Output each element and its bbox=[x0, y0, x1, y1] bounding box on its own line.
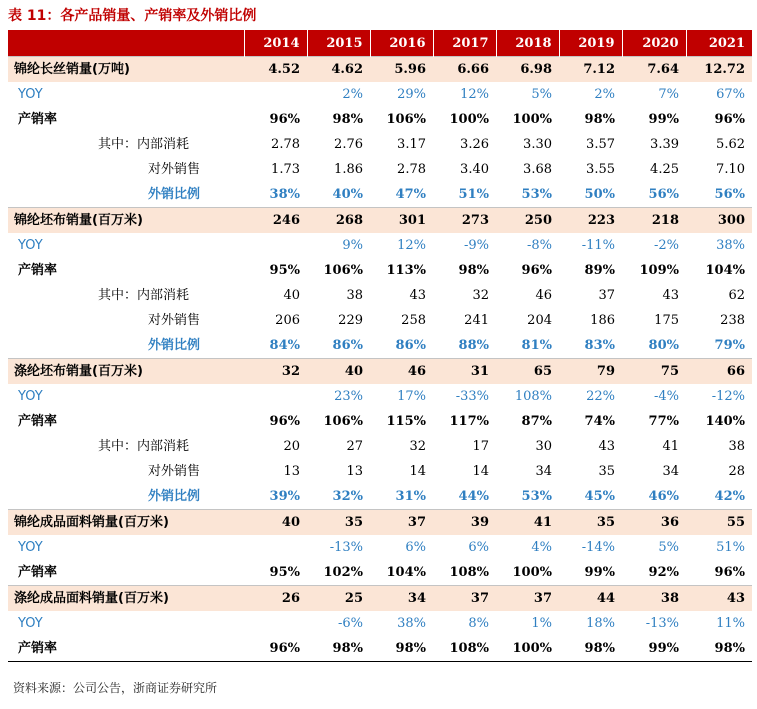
table-cell: 86% bbox=[395, 338, 426, 353]
table-cell: 204 bbox=[527, 313, 552, 328]
table-cell: 218 bbox=[622, 208, 686, 234]
table-cell: 44% bbox=[458, 489, 489, 504]
table-row-rate bbox=[8, 107, 752, 132]
table-row-yoy bbox=[8, 611, 752, 636]
table-cell: 18% bbox=[586, 616, 615, 631]
row-label: 产销率 bbox=[18, 414, 58, 429]
table-cell: 38% bbox=[397, 616, 426, 631]
table-cell: 56% bbox=[714, 187, 745, 202]
table-cell: 88% bbox=[458, 338, 489, 353]
table-cell: 7.64 bbox=[622, 57, 686, 83]
table-cell: 32% bbox=[332, 489, 363, 504]
table-cell: -2% bbox=[653, 238, 679, 253]
table-cell: 67% bbox=[716, 87, 745, 102]
table-cell: 4.52 bbox=[244, 57, 307, 83]
row-label: 其中：内部消耗 bbox=[98, 137, 190, 152]
table-cell: 95% bbox=[269, 565, 300, 580]
table-cell: 51% bbox=[716, 540, 745, 555]
table-cell: 3.40 bbox=[460, 162, 489, 177]
table-cell: -13% bbox=[645, 616, 679, 631]
table-cell: 3.68 bbox=[523, 162, 552, 177]
table-cell: 106% bbox=[323, 263, 363, 278]
table-cell: 223 bbox=[559, 208, 622, 234]
table-cell: 62 bbox=[728, 288, 745, 303]
table-row-yoy bbox=[8, 384, 752, 409]
table-cell: 77% bbox=[648, 414, 679, 429]
table-cell: 46 bbox=[370, 359, 433, 385]
table-row-section bbox=[8, 57, 752, 83]
table-cell: 14 bbox=[409, 464, 426, 479]
header-row bbox=[8, 31, 752, 57]
table-row-export bbox=[8, 333, 752, 359]
table-row-section bbox=[8, 586, 752, 612]
row-label: 外销比例 bbox=[148, 489, 201, 504]
table-cell: 26 bbox=[244, 586, 307, 612]
table-cell: 38 bbox=[728, 439, 745, 454]
row-label: 对外销售 bbox=[148, 464, 201, 479]
row-label: 产销率 bbox=[8, 636, 244, 662]
table-cell: 46 bbox=[535, 288, 552, 303]
table-cell: 22% bbox=[586, 389, 615, 404]
table-cell: 20 bbox=[283, 439, 300, 454]
row-label: YOY bbox=[18, 389, 43, 404]
table-cell: 99% bbox=[584, 565, 615, 580]
table-cell: 37 bbox=[496, 586, 559, 612]
row-label: 锦纶成品面料销量(百万米) bbox=[8, 510, 244, 536]
table-row-external bbox=[8, 308, 752, 333]
table-cell: 28 bbox=[728, 464, 745, 479]
table-row-yoy bbox=[8, 535, 752, 560]
table-cell: 46% bbox=[648, 489, 679, 504]
table-cell: 104% bbox=[705, 263, 745, 278]
table-cell: 84% bbox=[269, 338, 300, 353]
table-body bbox=[8, 57, 752, 662]
table-row-rate bbox=[8, 560, 752, 586]
table-row-rate bbox=[8, 636, 752, 662]
table-cell: -33% bbox=[455, 389, 489, 404]
table-cell: 108% bbox=[514, 389, 552, 404]
table-cell: 25 bbox=[307, 586, 370, 612]
table-cell: 37 bbox=[433, 586, 496, 612]
table-cell: 41 bbox=[496, 510, 559, 536]
table-cell: 7.12 bbox=[559, 57, 622, 83]
table-cell: 55 bbox=[686, 510, 752, 536]
table-cell: 104% bbox=[386, 565, 426, 580]
table-cell: 140% bbox=[705, 414, 745, 429]
table-cell: 1.86 bbox=[334, 162, 363, 177]
table-cell: 250 bbox=[496, 208, 559, 234]
table-cell: 100% bbox=[512, 112, 552, 127]
table-cell: 32 bbox=[472, 288, 489, 303]
table-cell: 65 bbox=[496, 359, 559, 385]
table-cell: 5% bbox=[658, 540, 679, 555]
table-cell: 12.72 bbox=[686, 57, 752, 83]
table-cell: 98% bbox=[458, 263, 489, 278]
table-cell: 40 bbox=[244, 510, 307, 536]
table-cell: 95% bbox=[269, 263, 300, 278]
row-label: 涤纶成品面料销量(百万米) bbox=[8, 586, 244, 612]
table-cell: -4% bbox=[653, 389, 679, 404]
table-cell: -13% bbox=[329, 540, 363, 555]
table-cell: 35 bbox=[598, 464, 615, 479]
table-cell: 3.30 bbox=[523, 137, 552, 152]
table-cell: 2.78 bbox=[397, 162, 426, 177]
table-cell: 81% bbox=[521, 338, 552, 353]
table-cell: 3.55 bbox=[586, 162, 615, 177]
table-cell: 30 bbox=[535, 439, 552, 454]
table-cell: 34 bbox=[370, 586, 433, 612]
table-cell: 92% bbox=[648, 565, 679, 580]
table-cell: 300 bbox=[686, 208, 752, 234]
table-cell: 79 bbox=[559, 359, 622, 385]
table-cell: 14 bbox=[472, 464, 489, 479]
table-cell: 12% bbox=[397, 238, 426, 253]
table-cell: 1% bbox=[531, 616, 552, 631]
table-cell: 79% bbox=[714, 338, 745, 353]
table-cell: -11% bbox=[581, 238, 615, 253]
table-cell: 6.66 bbox=[433, 57, 496, 83]
table-cell: 31% bbox=[395, 489, 426, 504]
table-cell: 3.26 bbox=[460, 137, 489, 152]
row-label: 其中：内部消耗 bbox=[98, 288, 190, 303]
table-cell: 32 bbox=[244, 359, 307, 385]
row-label: YOY bbox=[18, 616, 43, 631]
table-cell: 241 bbox=[464, 313, 489, 328]
row-label: 锦纶长丝销量(万吨) bbox=[8, 57, 244, 83]
row-label: 锦纶坯布销量(百万米) bbox=[8, 208, 244, 234]
table-cell: 31 bbox=[433, 359, 496, 385]
table-cell: -14% bbox=[581, 540, 615, 555]
table-cell: 2% bbox=[594, 87, 615, 102]
table-cell: 39 bbox=[433, 510, 496, 536]
table-cell: 5.96 bbox=[370, 57, 433, 83]
table-cell: 35 bbox=[559, 510, 622, 536]
table-cell: 42% bbox=[714, 489, 745, 504]
row-label: 对外销售 bbox=[148, 313, 201, 328]
table-cell: 206 bbox=[275, 313, 300, 328]
table-cell: 4.62 bbox=[307, 57, 370, 83]
table-cell: -12% bbox=[711, 389, 745, 404]
table-cell: 89% bbox=[584, 263, 615, 278]
row-label: 外销比例 bbox=[148, 187, 201, 202]
table-cell: 100% bbox=[496, 636, 559, 662]
table-cell: 86% bbox=[332, 338, 363, 353]
table-cell: 238 bbox=[720, 313, 745, 328]
table-cell: -9% bbox=[463, 238, 489, 253]
table-cell: 246 bbox=[244, 208, 307, 234]
table-row-section bbox=[8, 359, 752, 385]
table-row-internal bbox=[8, 434, 752, 459]
table-cell: 2% bbox=[342, 87, 363, 102]
table-cell: 100% bbox=[449, 112, 489, 127]
table-cell: 17 bbox=[472, 439, 489, 454]
table-cell: 175 bbox=[654, 313, 679, 328]
table-row-external bbox=[8, 157, 752, 182]
year-header: 2017 bbox=[433, 31, 496, 57]
table-cell: 100% bbox=[512, 565, 552, 580]
table-cell: 96% bbox=[521, 263, 552, 278]
row-label: 对外销售 bbox=[148, 162, 201, 177]
table-cell: 96% bbox=[714, 565, 745, 580]
table-cell: 6.98 bbox=[496, 57, 559, 83]
table-cell: 35 bbox=[307, 510, 370, 536]
year-header: 2019 bbox=[559, 31, 622, 57]
sales-table bbox=[8, 30, 752, 662]
table-cell: 98% bbox=[307, 636, 370, 662]
table-cell: 27 bbox=[346, 439, 363, 454]
table-cell: 13 bbox=[283, 464, 300, 479]
table-cell bbox=[244, 82, 307, 107]
table-cell: 3.57 bbox=[586, 137, 615, 152]
header-label-cell bbox=[8, 31, 244, 57]
table-cell: 113% bbox=[386, 263, 426, 278]
table-cell: 47% bbox=[395, 187, 426, 202]
table-cell: 34 bbox=[662, 464, 679, 479]
row-label: YOY bbox=[18, 87, 43, 102]
table-cell: 66 bbox=[686, 359, 752, 385]
table-cell: 98% bbox=[686, 636, 752, 662]
row-label: 产销率 bbox=[18, 565, 58, 580]
year-header: 2021 bbox=[686, 31, 752, 57]
table-cell: 5% bbox=[531, 87, 552, 102]
table-cell: 99% bbox=[648, 112, 679, 127]
table-cell: 109% bbox=[639, 263, 679, 278]
table-cell: 53% bbox=[521, 187, 552, 202]
table-cell: 6% bbox=[468, 540, 489, 555]
table-row-yoy bbox=[8, 82, 752, 107]
table-row-external bbox=[8, 459, 752, 484]
table-cell: 273 bbox=[433, 208, 496, 234]
row-label: 涤纶坯布销量(百万米) bbox=[8, 359, 244, 385]
table-cell: 8% bbox=[468, 616, 489, 631]
table-cell: 83% bbox=[584, 338, 615, 353]
table-cell: 115% bbox=[386, 414, 426, 429]
table-cell: 1.73 bbox=[271, 162, 300, 177]
year-header: 2018 bbox=[496, 31, 559, 57]
table-cell: 38 bbox=[622, 586, 686, 612]
table-cell: 36 bbox=[622, 510, 686, 536]
table-cell: 102% bbox=[323, 565, 363, 580]
table-cell: 5.62 bbox=[716, 137, 745, 152]
table-cell: 99% bbox=[622, 636, 686, 662]
table-cell: 4% bbox=[531, 540, 552, 555]
table-cell: 32 bbox=[409, 439, 426, 454]
table-cell: 17% bbox=[397, 389, 426, 404]
table-cell: 106% bbox=[386, 112, 426, 127]
table-row-rate bbox=[8, 409, 752, 434]
table-cell: 98% bbox=[559, 636, 622, 662]
row-label: YOY bbox=[18, 238, 43, 253]
table-cell: -8% bbox=[526, 238, 552, 253]
year-header: 2014 bbox=[244, 31, 307, 57]
table-cell: 6% bbox=[405, 540, 426, 555]
table-cell: 2.78 bbox=[271, 137, 300, 152]
table-cell bbox=[244, 611, 307, 636]
table-cell: 29% bbox=[397, 87, 426, 102]
row-label: 产销率 bbox=[18, 112, 58, 127]
table-cell: 9% bbox=[342, 238, 363, 253]
table-cell: 108% bbox=[433, 636, 496, 662]
table-cell: 98% bbox=[332, 112, 363, 127]
table-cell: 96% bbox=[714, 112, 745, 127]
table-cell: 96% bbox=[269, 112, 300, 127]
table-cell: 186 bbox=[590, 313, 615, 328]
table-cell: 258 bbox=[401, 313, 426, 328]
table-title: 表 11：各产品销量、产销率及外销比例 bbox=[8, 8, 257, 24]
row-label: YOY bbox=[18, 540, 43, 555]
table-cell bbox=[244, 384, 307, 409]
table-cell: 34 bbox=[535, 464, 552, 479]
row-label: 产销率 bbox=[18, 263, 58, 278]
table-cell: 45% bbox=[584, 489, 615, 504]
table-cell: 3.39 bbox=[650, 137, 679, 152]
table-cell: 301 bbox=[370, 208, 433, 234]
table-row-rate bbox=[8, 258, 752, 283]
table-cell: 11% bbox=[716, 616, 745, 631]
table-cell: 98% bbox=[584, 112, 615, 127]
table-cell: 43 bbox=[409, 288, 426, 303]
year-header: 2020 bbox=[622, 31, 686, 57]
table-row-export bbox=[8, 484, 752, 510]
table-cell: 56% bbox=[648, 187, 679, 202]
table-row-section bbox=[8, 510, 752, 536]
table-cell: 13 bbox=[346, 464, 363, 479]
table-cell: 75 bbox=[622, 359, 686, 385]
table-cell: 38% bbox=[269, 187, 300, 202]
table-cell: 40% bbox=[332, 187, 363, 202]
table-cell: 74% bbox=[584, 414, 615, 429]
table-cell: 229 bbox=[338, 313, 363, 328]
table-cell: 44 bbox=[559, 586, 622, 612]
source-note: 资料来源：公司公告，浙商证券研究所 bbox=[13, 681, 218, 695]
table-cell: 98% bbox=[370, 636, 433, 662]
table-cell: 268 bbox=[307, 208, 370, 234]
table-row-yoy bbox=[8, 233, 752, 258]
table-cell: 51% bbox=[458, 187, 489, 202]
table-cell: -6% bbox=[337, 616, 363, 631]
table-cell: 3.17 bbox=[397, 137, 426, 152]
row-label: 外销比例 bbox=[148, 338, 201, 353]
table-cell: 38 bbox=[346, 288, 363, 303]
table-cell: 53% bbox=[521, 489, 552, 504]
table-cell: 50% bbox=[584, 187, 615, 202]
table-cell: 43 bbox=[598, 439, 615, 454]
table-cell: 80% bbox=[648, 338, 679, 353]
table-cell: 41 bbox=[662, 439, 679, 454]
table-cell: 39% bbox=[269, 489, 300, 504]
table-cell: 106% bbox=[323, 414, 363, 429]
table-cell: 4.25 bbox=[650, 162, 679, 177]
table-cell: 37 bbox=[370, 510, 433, 536]
table-row-internal bbox=[8, 132, 752, 157]
row-label: 其中：内部消耗 bbox=[98, 439, 190, 454]
table-cell: 117% bbox=[449, 414, 489, 429]
year-header: 2016 bbox=[370, 31, 433, 57]
table-cell: 23% bbox=[334, 389, 363, 404]
year-header: 2015 bbox=[307, 31, 370, 57]
table-cell: 7% bbox=[658, 87, 679, 102]
table-cell: 40 bbox=[307, 359, 370, 385]
table-cell: 2.76 bbox=[334, 137, 363, 152]
table-cell: 37 bbox=[598, 288, 615, 303]
table-cell bbox=[244, 535, 307, 560]
table-cell: 38% bbox=[716, 238, 745, 253]
table-row-export bbox=[8, 182, 752, 208]
table-cell: 12% bbox=[460, 87, 489, 102]
table-cell: 7.10 bbox=[716, 162, 745, 177]
table-cell bbox=[244, 233, 307, 258]
table-cell: 40 bbox=[283, 288, 300, 303]
table-cell: 96% bbox=[244, 636, 307, 662]
table-cell: 108% bbox=[449, 565, 489, 580]
table-row-section bbox=[8, 208, 752, 234]
table-cell: 87% bbox=[521, 414, 552, 429]
table-cell: 43 bbox=[686, 586, 752, 612]
table-row-internal bbox=[8, 283, 752, 308]
table-cell: 96% bbox=[269, 414, 300, 429]
table-cell: 43 bbox=[662, 288, 679, 303]
